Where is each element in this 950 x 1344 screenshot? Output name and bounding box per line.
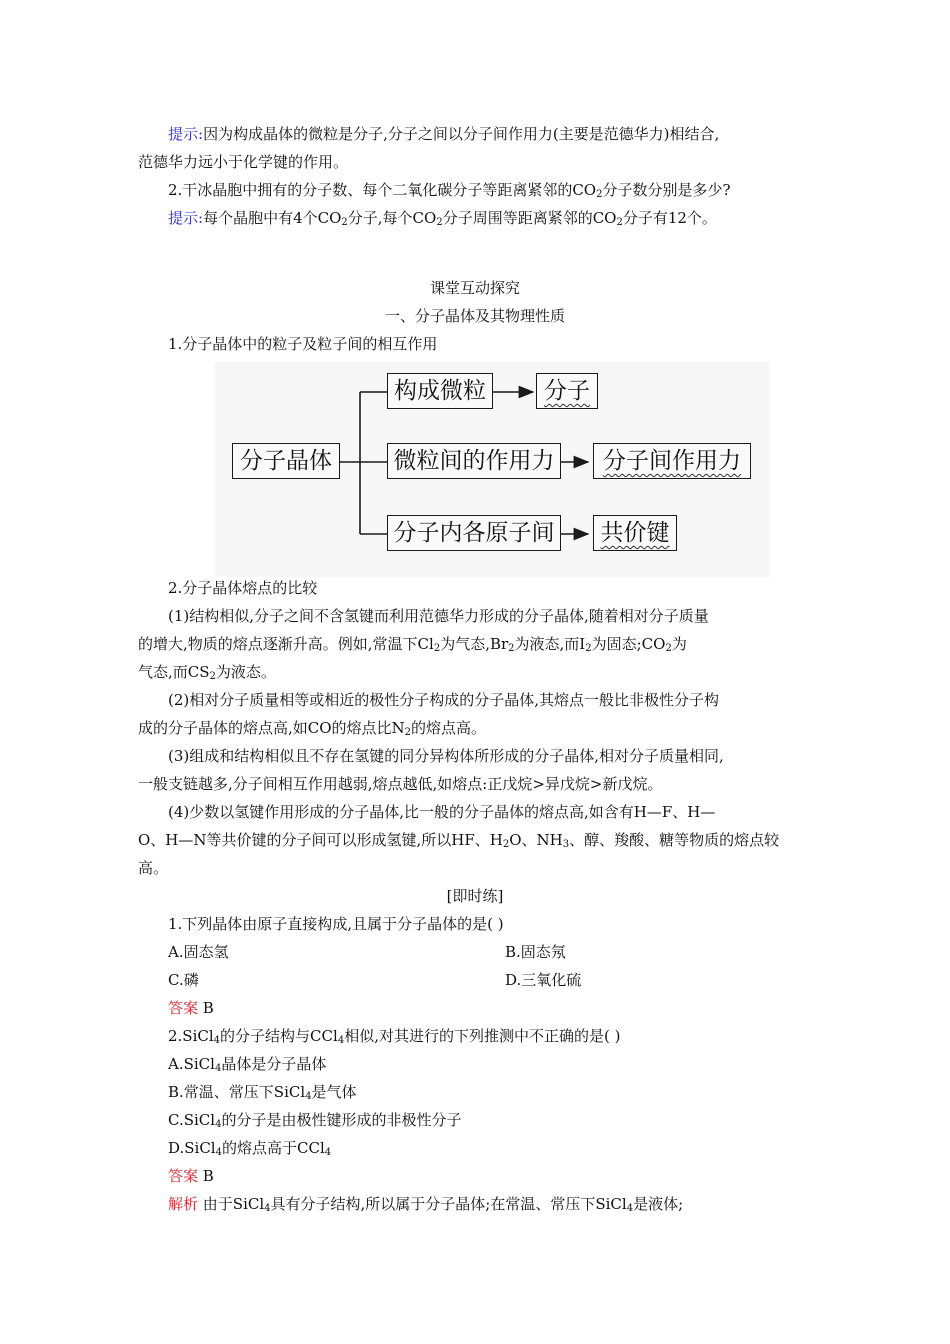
- node-right-1: 分子: [536, 373, 598, 409]
- exercise-1-option-c: C.磷: [168, 971, 199, 989]
- answer-label: 答案: [168, 999, 199, 1017]
- hint-label: 提示:: [168, 125, 204, 143]
- exercise-2-option-b: B.常温、常压下SiCl$_4$是气体: [168, 1083, 357, 1102]
- exercise-2-option-c: C.SiCl$_4$的分子是由极性键形成的非极性分子: [168, 1111, 462, 1130]
- exercise-1-option-d: D.三氧化硫: [505, 971, 582, 989]
- question-2: 2.干冰晶胞中拥有的分子数、每个二氧化碳分子等距离紧邻的$CO_2$分子数分别是多少?: [168, 181, 731, 200]
- item-1-heading: 1.分子晶体中的粒子及粒子间的相互作用: [168, 335, 438, 353]
- exercise-1-question: 1.下列晶体由原子直接构成,且属于分子晶体的是( ): [168, 915, 504, 933]
- exercise-1-option-a: A.固态氢: [168, 943, 229, 961]
- node-left-3: 分子内各原子间: [387, 515, 561, 551]
- exercise-1-option-b: B.固态氖: [505, 943, 566, 961]
- section-title: 课堂互动探究: [429, 279, 520, 297]
- exercise-2-option-a: A.SiCl$_4$晶体是分子晶体: [168, 1055, 327, 1074]
- para-4-line-2: O、H—N等共价键的分子间可以形成氢键,所以HF、$H_2O$、$NH_3$、醇、羧酸、糖等物质的熔点较: [138, 831, 780, 850]
- practice-title: [即时练]: [446, 887, 504, 905]
- answer-label: 答案: [168, 1167, 199, 1185]
- exercise-2-answer: 答案 B: [168, 1167, 214, 1185]
- analysis-label: 解析: [168, 1195, 199, 1213]
- hint-1-line-1: 提示:因为构成晶体的微粒是分子,分子之间以分子间作用力(主要是范德华力)相结合,: [168, 125, 720, 143]
- para-4-line-1: (4)少数以氢键作用形成的分子晶体,比一般的分子晶体的熔点高,如含有H—F、H—: [168, 803, 716, 821]
- exercise-2-option-d: D.SiCl$_4$的熔点高于CCl$_4$: [168, 1139, 332, 1158]
- para-3-line-2: 一般支链越多,分子间相互作用越弱,熔点越低,如熔点:正戊烷>异戊烷>新戊烷。: [138, 775, 663, 793]
- exercise-2-question: 2.SiCl$_4$的分子结构与CCl$_4$相似,对其进行的下列推测中不正确的是( ): [168, 1027, 621, 1046]
- hint-2: 提示:每个晶胞中有4个$CO_2$分子,每个$CO_2$分子周围等距离紧邻的$CO_2$分子有12个。: [168, 209, 717, 228]
- crystal-structure-diagram: [215, 362, 770, 577]
- subsection-title: 一、分子晶体及其物理性质: [384, 307, 565, 325]
- para-1-line-3: 气态,而$CS_2$为液态。: [138, 663, 276, 682]
- item-2-heading: 2.分子晶体熔点的比较: [168, 579, 318, 597]
- node-left-1: 构成微粒: [387, 373, 493, 409]
- para-4-line-3: 高。: [138, 859, 169, 877]
- hint-1-line-2: 范德华力远小于化学键的作用。: [138, 153, 349, 171]
- para-1-line-1: (1)结构相似,分子之间不含氢键而利用范德华力形成的分子晶体,随着相对分子质量: [168, 607, 709, 625]
- hint-label: 提示:: [168, 209, 204, 227]
- para-3-line-1: (3)组成和结构相似且不存在氢键的同分异构体所形成的分子晶体,相对分子质量相同,: [168, 747, 724, 765]
- node-root: 分子晶体: [232, 443, 340, 479]
- para-2-line-2: 成的分子晶体的熔点高,如CO的熔点比$N_2$的熔点高。: [138, 719, 487, 738]
- node-right-3: 共价键: [593, 515, 677, 551]
- para-2-line-1: (2)相对分子质量相等或相近的极性分子构成的分子晶体,其熔点一般比非极性分子构: [168, 691, 720, 709]
- exercise-2-analysis: 解析 由于SiCl$_4$具有分子结构,所以属于分子晶体;在常温、常压下SiCl$_4$是液体;: [168, 1195, 684, 1214]
- node-left-2: 微粒间的作用力: [387, 443, 561, 479]
- exercise-1-answer: 答案 B: [168, 999, 214, 1017]
- node-right-2: 分子间作用力: [593, 443, 751, 479]
- para-1-line-2: 的增大,物质的熔点逐渐升高。例如,常温下$Cl_2$为气态$,Br_2$为液态,而$I_2$为固态$;CO_2$为: [138, 635, 687, 654]
